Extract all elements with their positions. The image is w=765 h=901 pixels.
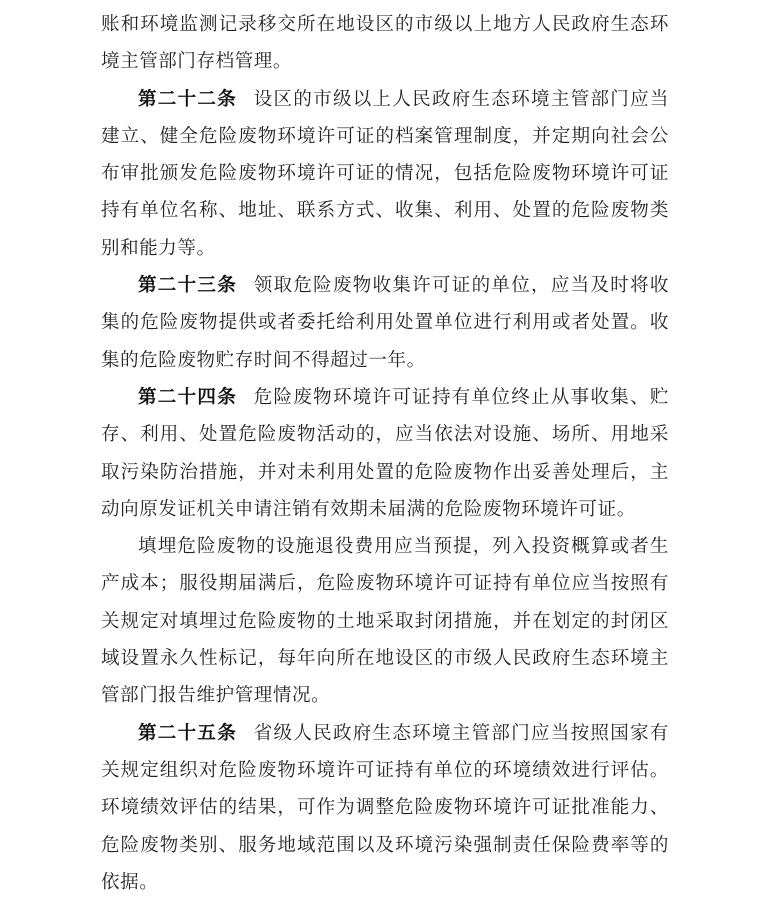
article-22 (101, 81, 669, 267)
article-heading: 第二十三条 (138, 275, 238, 297)
article-heading: 第二十五条 (138, 722, 238, 744)
paragraph-continuation (101, 6, 669, 81)
article-25 (101, 715, 669, 901)
article-23 (101, 267, 669, 379)
article-24 (101, 379, 669, 528)
article-24-paragraph-2 (101, 528, 669, 714)
paragraph-text: 填埋危险废物的设施退役费用应当预提，列入投资概算或者生产成本；服役期届满后，危险废物环境许可证持有单位应当按照有关规定对填埋过危险废物的土地采取封闭措施，并在划定的封闭区域设置永久性标记，每年向所在地设区的市级人民政府生态环境主管部门报告维护管理情况。 (101, 536, 669, 707)
article-text: 设区的市级以上人民政府生态环境主管部门应当建立、健全危险废物环境许可证的档案管理制度，并定期向社会公布审批颁发危险废物环境许可证的情况，包括危险废物环境许可证持有单位名称、地址、联系方式、收集、利用、处置的危险废物类别和能力等。 (101, 88, 669, 259)
document-body (101, 0, 669, 901)
article-text: 领取危险废物收集许可证的单位，应当及时将收集的危险废物提供或者委托给利用处置单位进行利用或者处置。收集的危险废物贮存时间不得超过一年。 (101, 275, 669, 371)
paragraph-text: 账和环境监测记录移交所在地设区的市级以上地方人民政府生态环境主管部门存档管理。 (101, 14, 669, 73)
article-heading: 第二十二条 (138, 88, 238, 110)
article-heading: 第二十四条 (138, 386, 238, 408)
article-text: 省级人民政府生态环境主管部门应当按照国家有关规定组织对危险废物环境许可证持有单位的环境绩效进行评估。环境绩效评估的结果，可作为调整危险废物环境许可证批准能力、危险废物类别、服务地域范围以及环境污染强制责任保险费率等的依据。 (101, 722, 669, 893)
article-text: 危险废物环境许可证持有单位终止从事收集、贮存、利用、处置危险废物活动的，应当依法对设施、场所、用地采取污染防治措施，并对未利用处置的危险废物作出妥善处理后，主动向原发证机关申请注销有效期未届满的危险废物环境许可证。 (101, 386, 669, 520)
